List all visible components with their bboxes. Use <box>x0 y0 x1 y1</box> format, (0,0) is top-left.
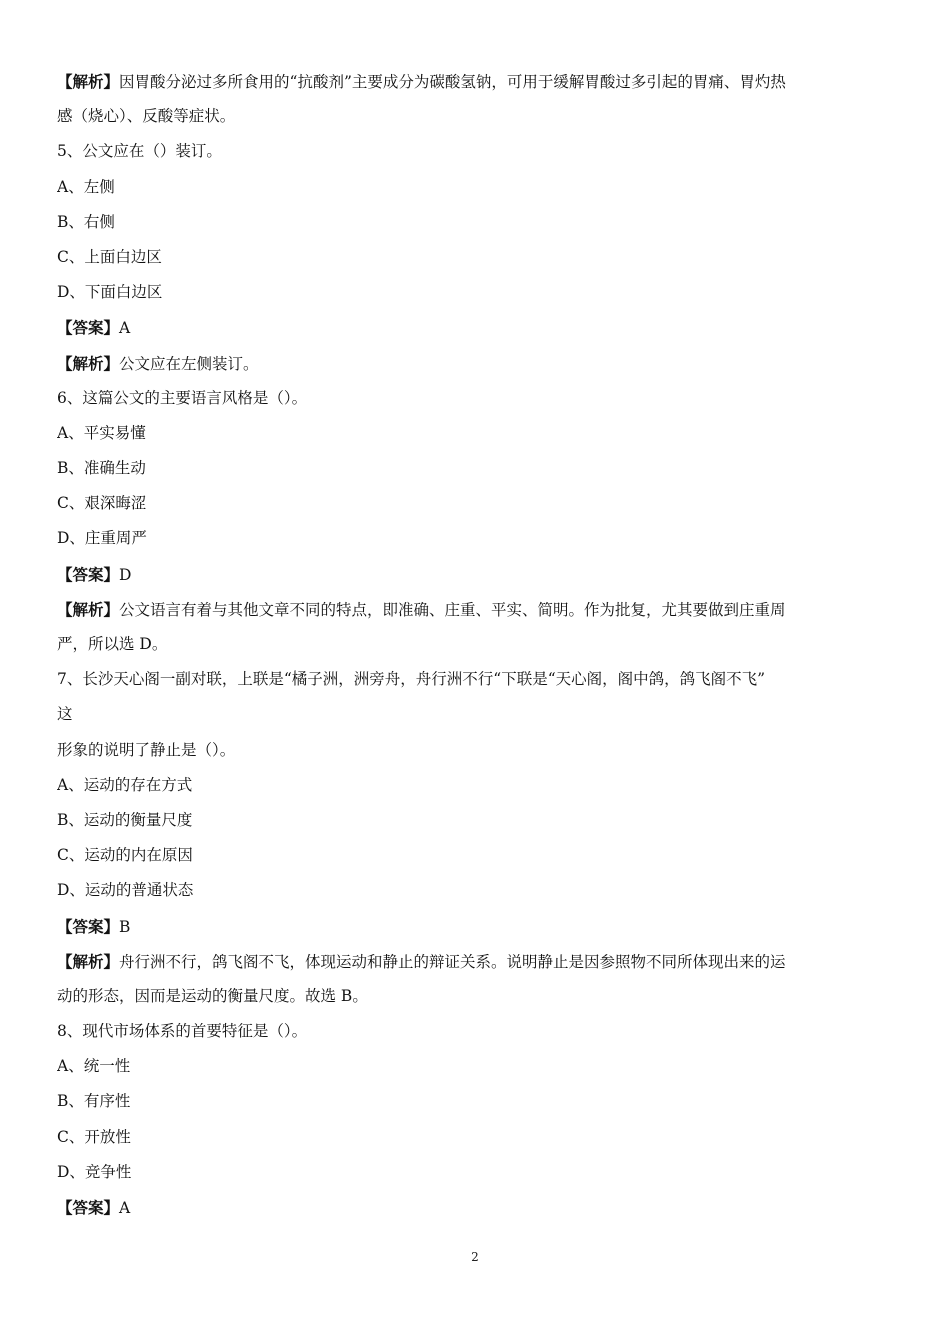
line-text: C、运动的内在原因 <box>57 846 193 865</box>
line-text: 因胃酸分泌过多所食用的“抗酸剂”主要成分为碳酸氢钠，可用于缓解胃酸过多引起的胃痛、胃灼热 <box>119 73 786 91</box>
line-text: B、有序性 <box>57 1092 131 1111</box>
text-line <box>57 521 897 556</box>
text-line <box>57 662 897 697</box>
text-line <box>57 1120 897 1155</box>
text-line <box>57 592 897 627</box>
text-line <box>57 627 897 662</box>
line-text: B、右侧 <box>57 212 115 231</box>
text-line <box>57 979 897 1014</box>
line-text: A <box>119 319 131 338</box>
text-line <box>57 838 897 873</box>
line-text: 感（烧心）、反酸等症状。 <box>57 107 236 126</box>
text-line <box>57 733 897 768</box>
line-text: 这 <box>57 705 73 724</box>
text-line <box>57 275 897 310</box>
line-text: A <box>119 1199 131 1217</box>
line-text: A、平实易懂 <box>57 423 146 442</box>
text-line <box>57 64 897 99</box>
text-line <box>57 909 897 944</box>
text-line <box>57 310 897 345</box>
line-text: D、下面白边区 <box>57 283 163 302</box>
line-text: A、统一性 <box>57 1057 131 1076</box>
text-line <box>57 381 897 416</box>
text-line <box>57 803 897 838</box>
text-line <box>57 486 897 521</box>
line-text: C、开放性 <box>57 1127 131 1146</box>
line-tag: 【解析】 <box>57 599 120 619</box>
line-text: 公文语言有着与其他文章不同的特点，即准确、庄重、平实、简明。作为批复，尤其要做到庄重周 <box>119 600 786 619</box>
line-tag: 【答案】 <box>57 564 120 584</box>
text-line <box>57 1155 897 1190</box>
line-text: D <box>119 565 132 584</box>
line-text: C、上面白边区 <box>57 247 162 266</box>
text-line <box>57 768 897 803</box>
text-line <box>57 134 897 169</box>
page-number: 2 <box>471 1250 479 1264</box>
line-text: 舟行洲不行，鸽飞阁不飞，体现运动和静止的辩证关系。说明静止是因参照物不同所体现出来的运 <box>119 952 786 971</box>
line-tag: 【解析】 <box>57 951 120 971</box>
text-line <box>57 451 897 486</box>
text-line <box>57 557 897 592</box>
line-text: 5、公文应在（）装订。 <box>57 142 222 161</box>
text-line <box>57 240 897 275</box>
line-text: 6、这篇公文的主要语言风格是（）。 <box>57 388 308 407</box>
text-line <box>57 346 897 381</box>
line-text: 动的形态，因而是运动的衡量尺度。故选 B。 <box>57 986 368 1005</box>
document-body <box>57 64 897 1225</box>
line-text: B、运动的衡量尺度 <box>57 810 193 829</box>
line-text: 公文应在左侧装订。 <box>119 354 259 373</box>
text-line <box>57 873 897 908</box>
line-text: B、准确生动 <box>57 459 146 478</box>
line-tag: 【解析】 <box>57 72 120 91</box>
line-text: A、运动的存在方式 <box>57 775 193 794</box>
line-tag: 【答案】 <box>57 318 120 338</box>
text-line <box>57 1049 897 1084</box>
line-text: 7、长沙天心阁一副对联，上联是“橘子洲，洲旁舟，舟行洲不行“下联是“天心阁，阁中鸽，鸽飞阁不飞” <box>57 670 766 689</box>
line-text: C、艰深晦涩 <box>57 494 147 513</box>
line-text: D、运动的普通状态 <box>57 881 194 900</box>
line-tag: 【答案】 <box>57 1198 120 1217</box>
text-line <box>57 944 897 979</box>
text-line <box>57 99 897 134</box>
line-tag: 【答案】 <box>57 916 120 936</box>
line-text: D、竞争性 <box>57 1162 132 1181</box>
text-line <box>57 205 897 240</box>
text-line <box>57 1084 897 1119</box>
line-text: 形象的说明了静止是（）。 <box>57 740 236 759</box>
text-line <box>57 416 897 451</box>
text-line <box>57 170 897 205</box>
line-text: B <box>119 917 131 936</box>
text-line <box>57 697 897 732</box>
text-line <box>57 1190 897 1225</box>
text-line <box>57 1014 897 1049</box>
line-text: 8、现代市场体系的首要特征是（）。 <box>57 1022 308 1041</box>
line-text: D、庄重周严 <box>57 529 147 548</box>
line-text: 严，所以选 D。 <box>57 635 168 653</box>
line-tag: 【解析】 <box>57 353 120 373</box>
line-text: A、左侧 <box>57 177 115 196</box>
